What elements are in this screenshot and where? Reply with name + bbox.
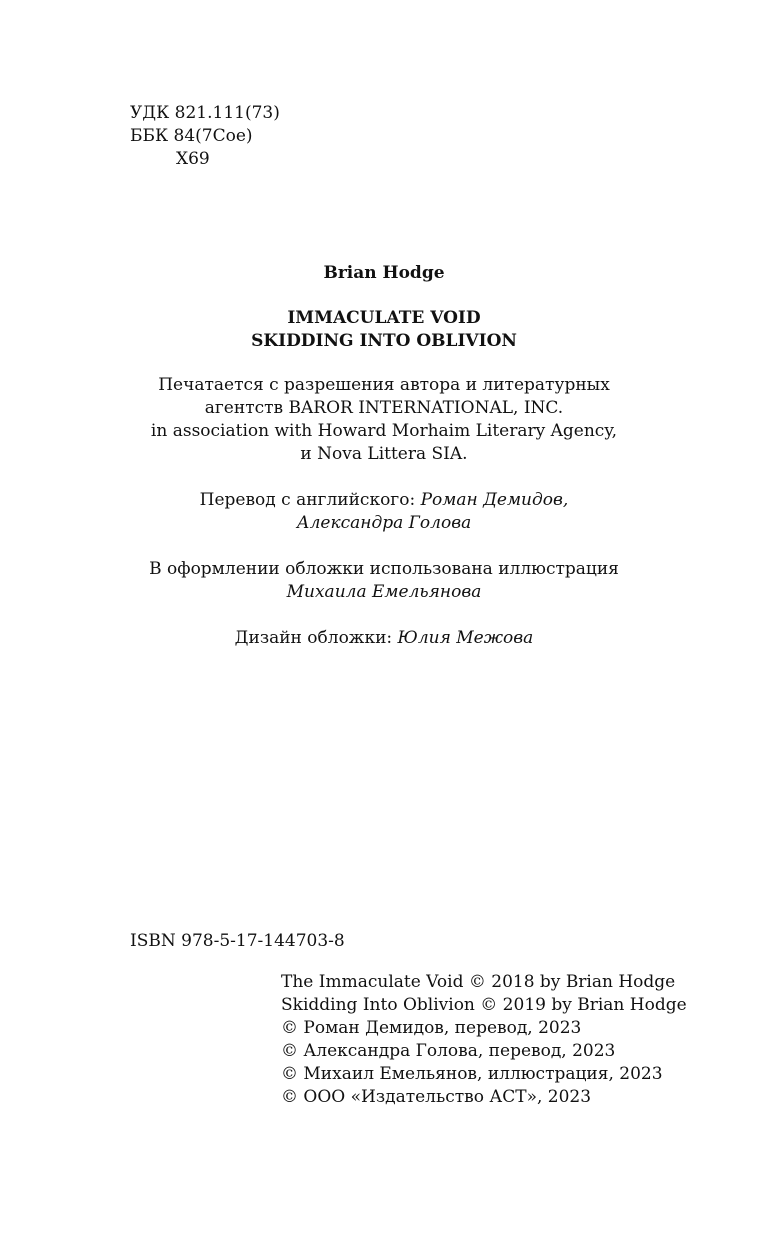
- copyright-line: © Михаил Емельянов, иллюстрация, 2023: [281, 1064, 663, 1084]
- permission-line-3: in association with Howard Morhaim Literary Agency,: [150, 421, 618, 441]
- copyright-line: © Александра Голова, перевод, 2023: [281, 1041, 616, 1061]
- design-credit: [0, 627, 768, 650]
- bbk-code: ББК 84(7Сое): [130, 126, 253, 146]
- design-line: [0, 627, 768, 650]
- copyright-line: The Immaculate Void © 2018 by Brian Hodge: [281, 972, 676, 992]
- illustration-label: В оформлении обложки использована иллюстрация: [149, 559, 619, 579]
- translator-2: Александра Голова: [296, 513, 472, 533]
- author-name: Brian Hodge: [323, 263, 445, 283]
- permission-notice: [0, 374, 768, 466]
- translation-line-1: [0, 489, 768, 512]
- author-mark: Х69: [176, 149, 210, 169]
- title-1: IMMACULATE VOID: [287, 308, 481, 328]
- translation-label: Перевод с английского:: [199, 490, 421, 510]
- classification-codes: [130, 102, 280, 171]
- translator-1: Роман Демидов,: [420, 490, 569, 510]
- designer-name: Юлия Межова: [397, 628, 534, 648]
- permission-line-4: и Nova Littera SIA.: [300, 444, 468, 464]
- permission-line-2: агентств BAROR INTERNATIONAL, INC.: [204, 398, 564, 418]
- copyright-notices: [281, 971, 687, 1109]
- title-2: SKIDDING INTO OBLIVION: [251, 331, 517, 351]
- copyright-line: Skidding Into Oblivion © 2019 by Brian Hodge: [281, 995, 687, 1015]
- permission-line-1: Печатается с разрешения автора и литературных: [158, 375, 610, 395]
- book-titles: [0, 307, 768, 353]
- translation-credit: [0, 489, 768, 535]
- design-label: Дизайн обложки:: [234, 628, 398, 648]
- copyright-line: © Роман Демидов, перевод, 2023: [281, 1018, 582, 1038]
- udk-code: УДК 821.111(73): [130, 103, 280, 123]
- isbn: ISBN 978-5-17-144703-8: [130, 931, 345, 951]
- illustration-artist: Михаила Емельянова: [286, 582, 482, 602]
- copyright-line: © ООО «Издательство АСТ», 2023: [281, 1087, 592, 1107]
- illustration-credit: [0, 558, 768, 604]
